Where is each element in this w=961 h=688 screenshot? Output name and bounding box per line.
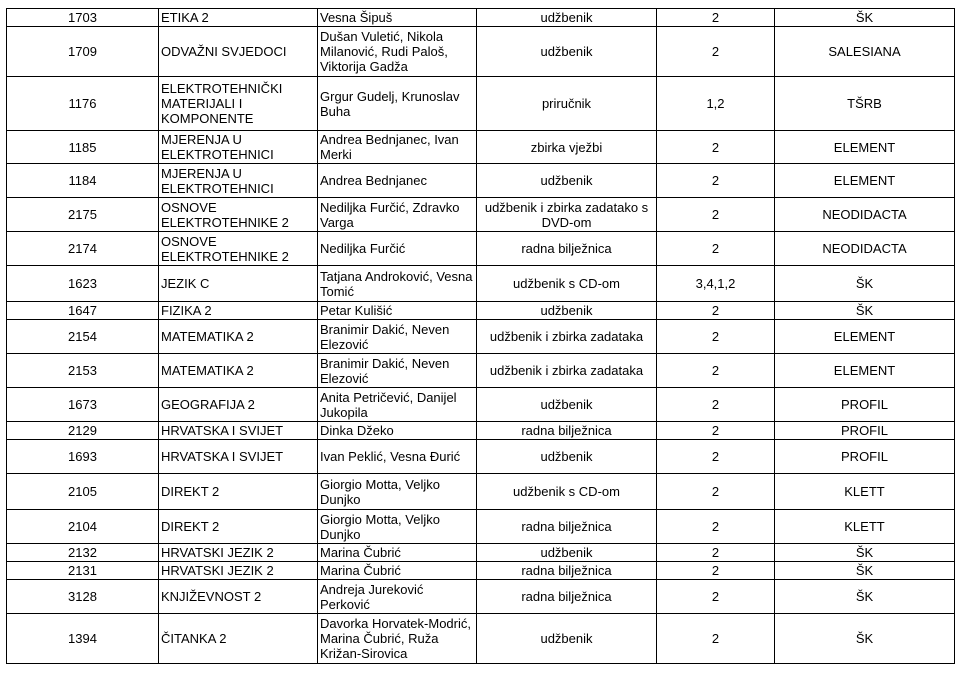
book-code-cell: 2175 (7, 198, 159, 232)
book-code-cell: 2174 (7, 232, 159, 266)
grade-cell: 2 (657, 440, 775, 474)
book-type-cell: radna bilježnica (477, 580, 657, 614)
subject-cell: HRVATSKI JEZIK 2 (159, 562, 318, 580)
publisher-cell: TŠRB (775, 77, 955, 131)
book-code-cell: 1673 (7, 388, 159, 422)
textbook-table (6, 8, 955, 664)
textbook-list-sheet (6, 8, 955, 664)
grade-cell: 2 (657, 388, 775, 422)
book-type-cell: radna bilježnica (477, 562, 657, 580)
grade-cell: 2 (657, 232, 775, 266)
subject-cell: MJERENJA U ELEKTROTEHNICI (159, 131, 318, 164)
book-code-cell: 1647 (7, 302, 159, 320)
table-row (7, 614, 955, 664)
publisher-cell: ŠK (775, 614, 955, 664)
table-row (7, 302, 955, 320)
book-code-cell: 2104 (7, 510, 159, 544)
publisher-cell: ŠK (775, 580, 955, 614)
publisher-cell: NEODIDACTA (775, 198, 955, 232)
table-row (7, 474, 955, 510)
book-code-cell: 1623 (7, 266, 159, 302)
publisher-cell: SALESIANA (775, 27, 955, 77)
book-type-cell: udžbenik (477, 388, 657, 422)
publisher-cell: ELEMENT (775, 354, 955, 388)
book-type-cell: udžbenik i zbirka zadataka (477, 320, 657, 354)
grade-cell: 2 (657, 27, 775, 77)
subject-cell: DIREKT 2 (159, 474, 318, 510)
subject-cell: ELEKTROTEHNIČKI MATERIJALI I KOMPONENTE (159, 77, 318, 131)
grade-cell: 2 (657, 354, 775, 388)
table-row (7, 320, 955, 354)
table-row (7, 422, 955, 440)
grade-cell: 2 (657, 131, 775, 164)
subject-cell: HRVATSKI JEZIK 2 (159, 544, 318, 562)
table-row (7, 510, 955, 544)
grade-cell: 2 (657, 320, 775, 354)
book-code-cell: 1693 (7, 440, 159, 474)
authors-cell: Tatjana Androković, Vesna Tomić (318, 266, 477, 302)
book-type-cell: radna bilježnica (477, 422, 657, 440)
publisher-cell: ELEMENT (775, 131, 955, 164)
table-row (7, 354, 955, 388)
authors-cell: Dušan Vuletić, Nikola Milanović, Rudi Paloš, Viktorija Gadža (318, 27, 477, 77)
grade-cell: 2 (657, 614, 775, 664)
subject-cell: GEOGRAFIJA 2 (159, 388, 318, 422)
book-type-cell: udžbenik (477, 614, 657, 664)
authors-cell: Anita Petričević, Danijel Jukopila (318, 388, 477, 422)
authors-cell: Vesna Šipuš (318, 9, 477, 27)
grade-cell: 2 (657, 562, 775, 580)
authors-cell: Branimir Dakić, Neven Elezović (318, 354, 477, 388)
book-type-cell: radna bilježnica (477, 510, 657, 544)
authors-cell: Dinka Džeko (318, 422, 477, 440)
book-code-cell: 1184 (7, 164, 159, 198)
authors-cell: Ivan Peklić, Vesna Đurić (318, 440, 477, 474)
table-row (7, 198, 955, 232)
authors-cell: Petar Kulišić (318, 302, 477, 320)
publisher-cell: PROFIL (775, 422, 955, 440)
authors-cell: Nediljka Furčić (318, 232, 477, 266)
authors-cell: Branimir Dakić, Neven Elezović (318, 320, 477, 354)
subject-cell: MATEMATIKA 2 (159, 320, 318, 354)
publisher-cell: ŠK (775, 302, 955, 320)
book-code-cell: 1709 (7, 27, 159, 77)
publisher-cell: PROFIL (775, 440, 955, 474)
book-type-cell: udžbenik (477, 440, 657, 474)
subject-cell: MATEMATIKA 2 (159, 354, 318, 388)
table-row (7, 562, 955, 580)
book-type-cell: udžbenik (477, 302, 657, 320)
subject-cell: FIZIKA 2 (159, 302, 318, 320)
subject-cell: DIREKT 2 (159, 510, 318, 544)
publisher-cell: ELEMENT (775, 164, 955, 198)
publisher-cell: KLETT (775, 474, 955, 510)
subject-cell: ODVAŽNI SVJEDOCI (159, 27, 318, 77)
grade-cell: 2 (657, 198, 775, 232)
authors-cell: Grgur Gudelj, Krunoslav Buha (318, 77, 477, 131)
table-row (7, 266, 955, 302)
publisher-cell: NEODIDACTA (775, 232, 955, 266)
authors-cell: Marina Čubrić (318, 562, 477, 580)
book-type-cell: udžbenik (477, 164, 657, 198)
authors-cell: Giorgio Motta, Veljko Dunjko (318, 510, 477, 544)
subject-cell: OSNOVE ELEKTROTEHNIKE 2 (159, 198, 318, 232)
table-row (7, 77, 955, 131)
subject-cell: KNJIŽEVNOST 2 (159, 580, 318, 614)
authors-cell: Andrea Bednjanec, Ivan Merki (318, 131, 477, 164)
subject-cell: JEZIK C (159, 266, 318, 302)
table-row (7, 440, 955, 474)
authors-cell: Andrea Bednjanec (318, 164, 477, 198)
authors-cell: Davorka Horvatek-Modrić, Marina Čubrić, Ruža Križan-Sirovica (318, 614, 477, 664)
subject-cell: MJERENJA U ELEKTROTEHNICI (159, 164, 318, 198)
subject-cell: HRVATSKA I SVIJET (159, 440, 318, 474)
subject-cell: ČITANKA 2 (159, 614, 318, 664)
authors-cell: Nediljka Furčić, Zdravko Varga (318, 198, 477, 232)
book-code-cell: 2154 (7, 320, 159, 354)
grade-cell: 1,2 (657, 77, 775, 131)
publisher-cell: ŠK (775, 266, 955, 302)
publisher-cell: ŠK (775, 562, 955, 580)
grade-cell: 2 (657, 9, 775, 27)
textbook-table-body (7, 9, 955, 664)
subject-cell: ETIKA 2 (159, 9, 318, 27)
book-type-cell: udžbenik (477, 9, 657, 27)
grade-cell: 2 (657, 544, 775, 562)
book-code-cell: 1394 (7, 614, 159, 664)
book-code-cell: 1185 (7, 131, 159, 164)
table-row (7, 9, 955, 27)
book-type-cell: udžbenik (477, 27, 657, 77)
book-code-cell: 2129 (7, 422, 159, 440)
authors-cell: Marina Čubrić (318, 544, 477, 562)
book-code-cell: 2131 (7, 562, 159, 580)
publisher-cell: ELEMENT (775, 320, 955, 354)
publisher-cell: ŠK (775, 544, 955, 562)
table-row (7, 580, 955, 614)
table-row (7, 388, 955, 422)
grade-cell: 2 (657, 580, 775, 614)
book-type-cell: udžbenik s CD-om (477, 474, 657, 510)
book-code-cell: 1703 (7, 9, 159, 27)
table-row (7, 164, 955, 198)
table-row (7, 544, 955, 562)
book-code-cell: 2105 (7, 474, 159, 510)
grade-cell: 3,4,1,2 (657, 266, 775, 302)
book-type-cell: udžbenik i zbirka zadatako s DVD-om (477, 198, 657, 232)
book-type-cell: zbirka vježbi (477, 131, 657, 164)
book-code-cell: 3128 (7, 580, 159, 614)
grade-cell: 2 (657, 510, 775, 544)
book-type-cell: radna bilježnica (477, 232, 657, 266)
publisher-cell: PROFIL (775, 388, 955, 422)
book-code-cell: 1176 (7, 77, 159, 131)
grade-cell: 2 (657, 164, 775, 198)
book-type-cell: priručnik (477, 77, 657, 131)
table-row (7, 27, 955, 77)
grade-cell: 2 (657, 474, 775, 510)
book-type-cell: udžbenik s CD-om (477, 266, 657, 302)
book-type-cell: udžbenik (477, 544, 657, 562)
book-code-cell: 2132 (7, 544, 159, 562)
subject-cell: OSNOVE ELEKTROTEHNIKE 2 (159, 232, 318, 266)
book-type-cell: udžbenik i zbirka zadataka (477, 354, 657, 388)
grade-cell: 2 (657, 302, 775, 320)
subject-cell: HRVATSKA I SVIJET (159, 422, 318, 440)
publisher-cell: ŠK (775, 9, 955, 27)
publisher-cell: KLETT (775, 510, 955, 544)
authors-cell: Giorgio Motta, Veljko Dunjko (318, 474, 477, 510)
authors-cell: Andreja Jureković Perković (318, 580, 477, 614)
grade-cell: 2 (657, 422, 775, 440)
book-code-cell: 2153 (7, 354, 159, 388)
table-row (7, 131, 955, 164)
table-row (7, 232, 955, 266)
